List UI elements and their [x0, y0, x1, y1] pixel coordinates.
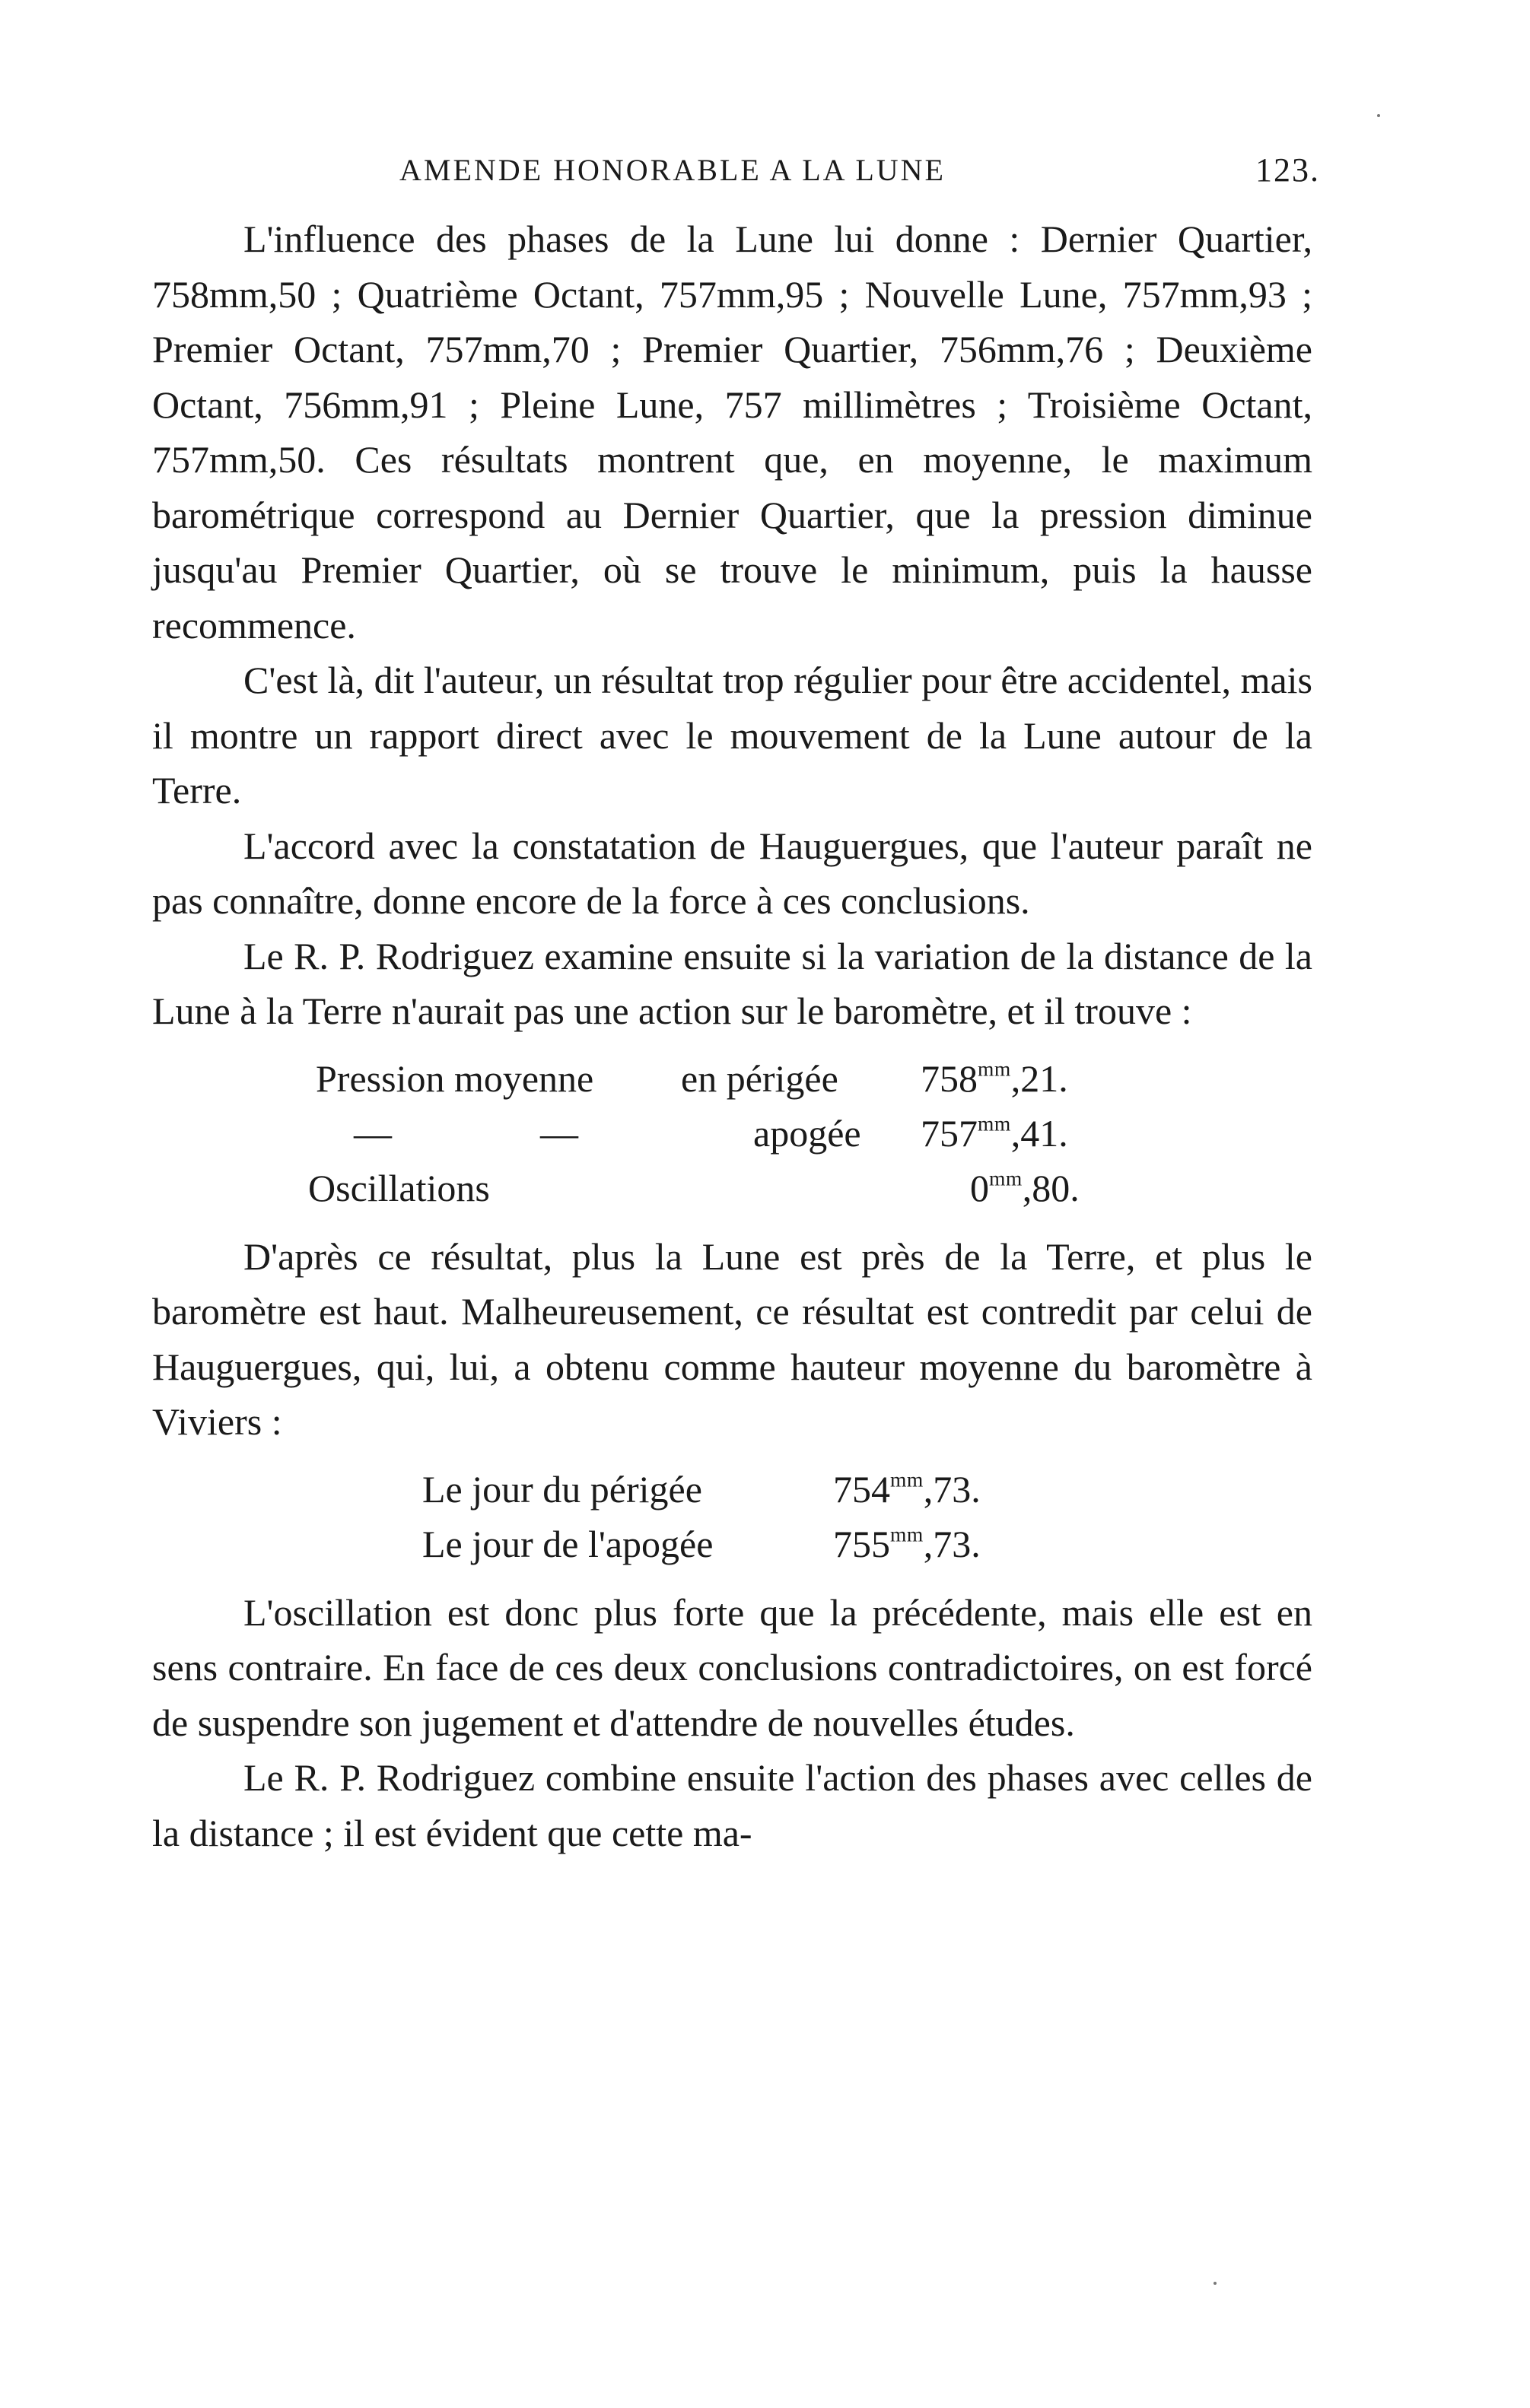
paragraph-oscillation: L'oscillation est donc plus forte que la précédente, mais elle est en sens contraire. En face de ces deux conclusions contradictoires, on est forcé de suspendre son jugement et d'attendre de nouvelles études. — [152, 1590, 1312, 1744]
value-integer: 0 — [970, 1166, 989, 1209]
table-row-jour-apogee — [152, 1517, 1312, 1571]
value-decimal: ,73. — [923, 1522, 981, 1565]
page-speck — [1377, 114, 1380, 117]
value-decimal: ,80. — [1022, 1166, 1080, 1209]
table-row-apogee — [152, 1106, 1312, 1161]
row-label: Oscillations — [308, 1166, 490, 1209]
row-value — [921, 1106, 1068, 1161]
paragraph-phases: L'influence des phases de la Lune lui donne : Dernier Quartier, 758mm,50 ; Quatrième Octant, 757mm,95 ; Nouvelle Lune, 757mm,93 ; Premier Octant, 757mm,70 ; Premier Quartier, 756mm,76 ; Deuxième Octant, 756mm,91 ; Pleine Lune, 757 millimètres ; Troisième Octant, 757mm,50. Ces résultats montrent que, en moyenne, le maximum barométrique correspond au Dernier Quartier, que la pression diminue jusqu'au Premier Quartier, où se trouve le minimum, puis la hausse recommence. — [152, 218, 1312, 646]
paragraph-distance-lune: Le R. P. Rodriguez examine ensuite si la variation de la distance de la Lune à la Terre n'aurait pas une action sur le baromètre, et il trouve : — [152, 934, 1312, 1032]
table-row-jour-perigee — [152, 1462, 1312, 1517]
value-decimal: ,73. — [923, 1467, 981, 1511]
row-value — [921, 1051, 1068, 1106]
pressure-table-rodriguez — [152, 1051, 1312, 1215]
ditto-mark: — — [540, 1111, 578, 1155]
value-unit: mm — [978, 1056, 1011, 1080]
value-unit: mm — [890, 1466, 924, 1491]
book-page — [152, 145, 1320, 1860]
pressure-table-viviers — [152, 1462, 1312, 1571]
value-integer: 757 — [921, 1111, 978, 1155]
paragraph-accord-hauguergues: L'accord avec la constatation de Hauguergues, que l'auteur paraît ne pas connaître, donne encore de la force à ces conclusions. — [152, 824, 1312, 922]
table-row-oscillations — [152, 1161, 1312, 1215]
value-decimal: ,21. — [1010, 1056, 1068, 1100]
row-label: Pression moyenne — [316, 1056, 594, 1100]
running-title: AMENDE HONORABLE A LA LUNE — [399, 153, 946, 187]
row-label: Le jour de l'apogée — [422, 1522, 714, 1565]
paragraph-combine: Le R. P. Rodriguez combine ensuite l'action des phases avec celles de la distance ; il est évident que cette ma- — [152, 1756, 1312, 1854]
row-sublabel: en périgée — [681, 1056, 838, 1100]
ditto-mark: — — [354, 1111, 392, 1155]
body-text — [152, 211, 1312, 1860]
row-label: Le jour du périgée — [422, 1467, 702, 1511]
row-sublabel: apogée — [753, 1111, 861, 1155]
paragraph-resultat-regulier: C'est là, dit l'auteur, un résultat trop régulier pour être accidentel, mais il montre un rapport direct avec le mouvement de la Lune autour de la Terre. — [152, 659, 1312, 812]
page-speck — [1214, 2282, 1217, 2285]
value-unit: mm — [978, 1110, 1011, 1135]
row-value — [833, 1517, 981, 1571]
value-integer: 755 — [833, 1522, 890, 1565]
value-decimal: ,41. — [1010, 1111, 1068, 1155]
paragraph-d-apres: D'après ce résultat, plus la Lune est près de la Terre, et plus le baromètre est haut. Malheureusement, ce résultat est contredit par celui de Hauguergues, qui, lui, a obtenu comme hauteur moyenne du baromètre à Viviers : — [152, 1234, 1312, 1443]
table-row-perigee — [152, 1051, 1312, 1106]
value-integer: 758 — [921, 1056, 978, 1100]
value-unit: mm — [989, 1165, 1023, 1190]
row-value — [970, 1161, 1080, 1215]
value-unit: mm — [890, 1521, 924, 1546]
value-integer: 754 — [833, 1467, 890, 1511]
page-number: 123. — [1255, 151, 1320, 189]
running-header — [152, 145, 1320, 190]
row-value — [833, 1462, 981, 1517]
